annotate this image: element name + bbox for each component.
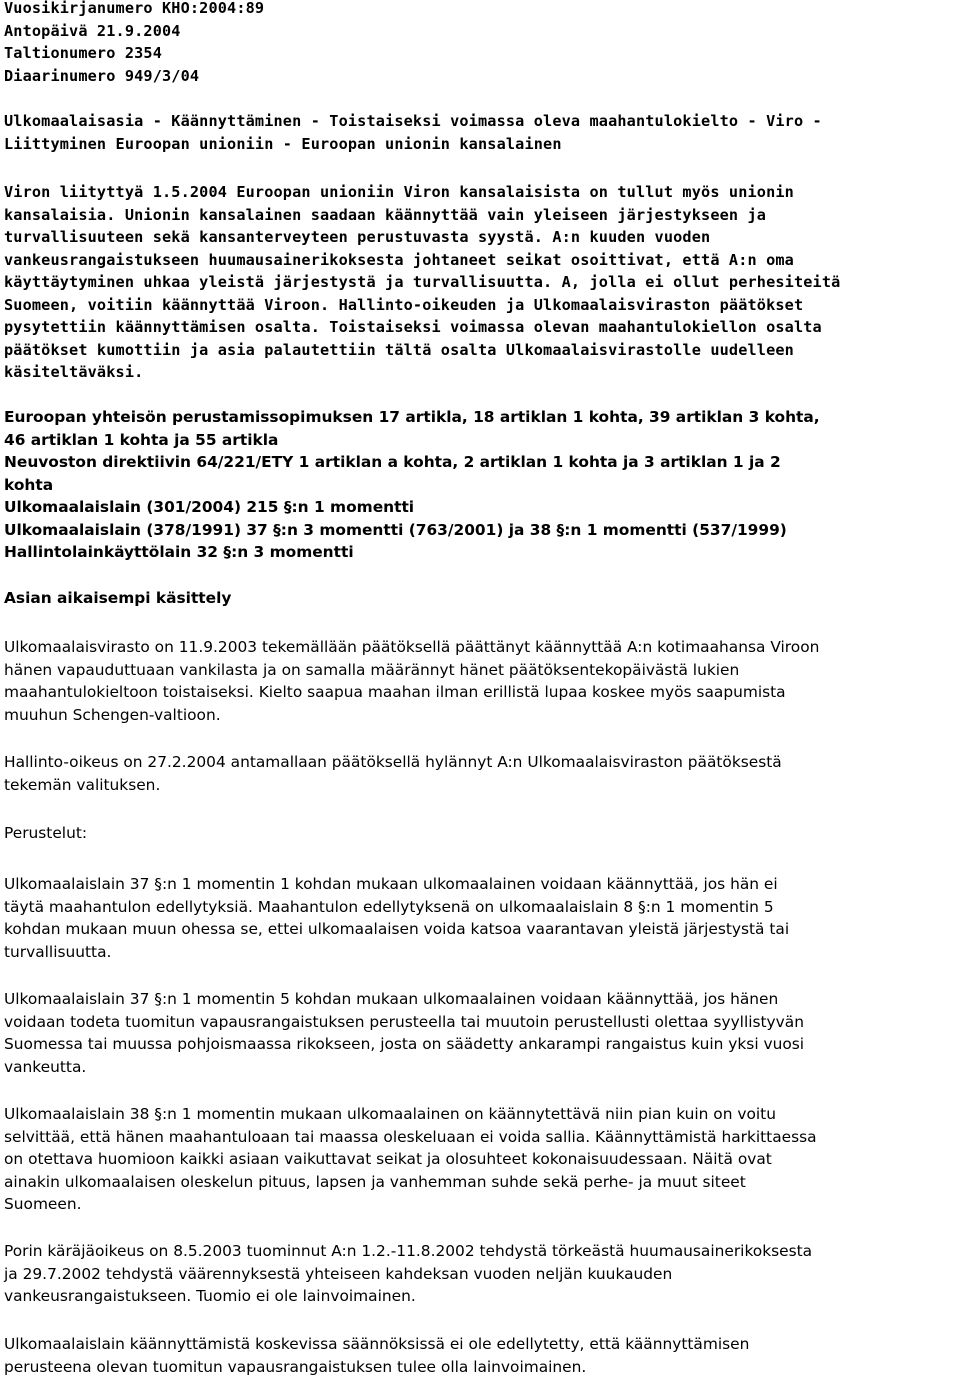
paragraph-line: vankeusrangaistukseen. Tuomio ei ole lainvoimainen. <box>4 1285 958 1308</box>
paragraph-line: ja 29.7.2002 tehdystä väärennyksestä yhteiseen kahdeksan vuoden neljän kuukauden <box>4 1263 958 1286</box>
keywords-line: Liittyminen Euroopan unioniin - Euroopan unionin kansalainen <box>4 133 958 156</box>
paragraph-line: täytä maahantulon edellytyksiä. Maahantulon edellytyksenä on ulkomaalaislain 8 §:n 1 momentin 5 <box>4 896 958 919</box>
paragraph-hallinto-oikeus <box>4 751 958 796</box>
summary-line: pysytettiin käännyttämisen osalta. Toistaiseksi voimassa olevan maahantulokiellon osalta <box>4 316 958 339</box>
paragraph-line: muuhun Schengen-valtioon. <box>4 704 958 727</box>
summary-line: Viron liityttyä 1.5.2004 Euroopan unioniin Viron kansalaisista on tullut myös unionin <box>4 181 958 204</box>
paragraph-line: Ulkomaalaislain 37 §:n 1 momentin 1 kohdan mukaan ulkomaalainen voidaan käännyttää, jos hän ei <box>4 873 958 896</box>
decision-date: Antopäivä 21.9.2004 <box>4 20 958 43</box>
reference-line: Ulkomaalaislain (378/1991) 37 §:n 3 momentti (763/2001) ja 38 §:n 1 momentti (537/1999) <box>4 519 958 542</box>
paragraph-line: Hallinto-oikeus on 27.2.2004 antamallaan päätöksellä hylännyt A:n Ulkomaalaisviraston päätöksestä <box>4 751 958 774</box>
summary-line: Suomeen, voitiin käännyttää Viroon. Hallinto-oikeuden ja Ulkomaalaisviraston päätökset <box>4 294 958 317</box>
paragraph-line: hänen vapauduttuaan vankilasta ja on samalla määrännyt hänet päätöksentekopäivästä lukien <box>4 659 958 682</box>
paragraph-line: vankeutta. <box>4 1056 958 1079</box>
reference-line: 46 artiklan 1 kohta ja 55 artikla <box>4 429 958 452</box>
paragraph-line: Ulkomaalaisvirasto on 11.9.2003 tekemällään päätöksellä päättänyt käännyttää A:n kotimaahansa Viroon <box>4 636 958 659</box>
record-number: Taltionumero 2354 <box>4 42 958 65</box>
decision-summary <box>4 181 958 384</box>
paragraph-final-note <box>4 1333 958 1378</box>
paragraph-section-37-5 <box>4 988 958 1078</box>
reference-line: kohta <box>4 474 958 497</box>
paragraph-line: kohdan mukaan muun ohessa se, ettei ulkomaalaisen voida katsoa vaarantavan yleistä järjestystä tai <box>4 918 958 941</box>
summary-line: käyttäytyminen uhkaa yleistä järjestystä ja turvallisuutta. A, jolla ei ollut perhesiteitä <box>4 271 958 294</box>
summary-line: päätökset kumottiin ja asia palautettiin tältä osalta Ulkomaalaisvirastolle uudelleen <box>4 339 958 362</box>
decision-metadata <box>4 0 958 87</box>
paragraph-line: voidaan todeta tuomitun vapausrangaistuksen perusteella tai muutoin perustellusti olettaa syyllistyvän <box>4 1011 958 1034</box>
reference-line: Euroopan yhteisön perustamissopimuksen 17 artikla, 18 artiklan 1 kohta, 39 artiklan 3 kohta, <box>4 406 958 429</box>
paragraph-ulkomaalaisvirasto <box>4 636 958 726</box>
paragraph-line: Suomessa tai muussa pohjoismaassa rikokseen, josta on säädetty ankarampi rangaistus kuin yksi vuosi <box>4 1033 958 1056</box>
reference-line: Neuvoston direktiivin 64/221/ETY 1 artiklan a kohta, 2 artiklan 1 kohta ja 3 artiklan 1 ja 2 <box>4 451 958 474</box>
paragraph-line: Ulkomaalaislain 37 §:n 1 momentin 5 kohdan mukaan ulkomaalainen voidaan käännyttää, jos hänen <box>4 988 958 1011</box>
summary-line: turvallisuuteen sekä kansanterveyteen perustuvasta syystä. A:n kuuden vuoden <box>4 226 958 249</box>
paragraph-section-38 <box>4 1103 958 1216</box>
paragraph-line: Suomeen. <box>4 1193 958 1216</box>
legal-references <box>4 406 958 564</box>
summary-line: kansalaisia. Unionin kansalainen saadaan käännyttää vain yleiseen järjestykseen ja <box>4 204 958 227</box>
paragraph-line: Ulkomaalaislain käännyttämistä koskevissa säännöksissä ei ole edellytetty, että käännyttämisen <box>4 1333 958 1356</box>
summary-line: vankeusrangaistukseen huumausainerikoksesta johtaneet seikat osoittivat, että A:n oma <box>4 249 958 272</box>
paragraph-line: on otettava huomioon kaikki asiaan vaikuttavat seikat ja olosuhteet kokonaisuudessaan. Näitä ovat <box>4 1148 958 1171</box>
paragraph-line: turvallisuutta. <box>4 941 958 964</box>
paragraph-district-court <box>4 1240 958 1308</box>
paragraph-line: tekemän valituksen. <box>4 774 958 797</box>
paragraph-section-37-1 <box>4 873 958 963</box>
diary-number: Diaarinumero 949/3/04 <box>4 65 958 88</box>
section-heading: Asian aikaisempi käsittely <box>4 587 958 610</box>
paragraph-line: Ulkomaalaislain 38 §:n 1 momentin mukaan ulkomaalainen on käännytettävä niin pian kuin on voitu <box>4 1103 958 1126</box>
yearbook-number: Vuosikirjanumero KHO:2004:89 <box>4 0 958 20</box>
paragraph-line: ainakin ulkomaalaisen oleskelun pituus, lapsen ja vanhemman suhde sekä perhe- ja muut siteet <box>4 1171 958 1194</box>
paragraph-line: perusteena olevan tuomitun vapausrangaistuksen tulee olla lainvoimainen. <box>4 1356 958 1378</box>
summary-line: käsiteltäväksi. <box>4 361 958 384</box>
keywords-line: Ulkomaalaisasia - Käännyttäminen - Toistaiseksi voimassa oleva maahantulokielto - Viro - <box>4 110 958 133</box>
paragraph-line: Porin käräjäoikeus on 8.5.2003 tuominnut A:n 1.2.-11.8.2002 tehdystä törkeästä huumausainerikoksesta <box>4 1240 958 1263</box>
perustelut-label: Perustelut: <box>4 822 958 845</box>
reference-line: Hallintolainkäyttölain 32 §:n 3 momentti <box>4 541 958 564</box>
paragraph-line: maahantulokieltoon toistaiseksi. Kielto saapua maahan ilman erillistä lupaa koskee myös saapumista <box>4 681 958 704</box>
keywords <box>4 110 958 155</box>
reference-line: Ulkomaalaislain (301/2004) 215 §:n 1 momentti <box>4 496 958 519</box>
paragraph-line: selvittää, että hänen maahantuloaan tai maassa oleskeluaan ei voida sallia. Käännyttämistä harkittaessa <box>4 1126 958 1149</box>
